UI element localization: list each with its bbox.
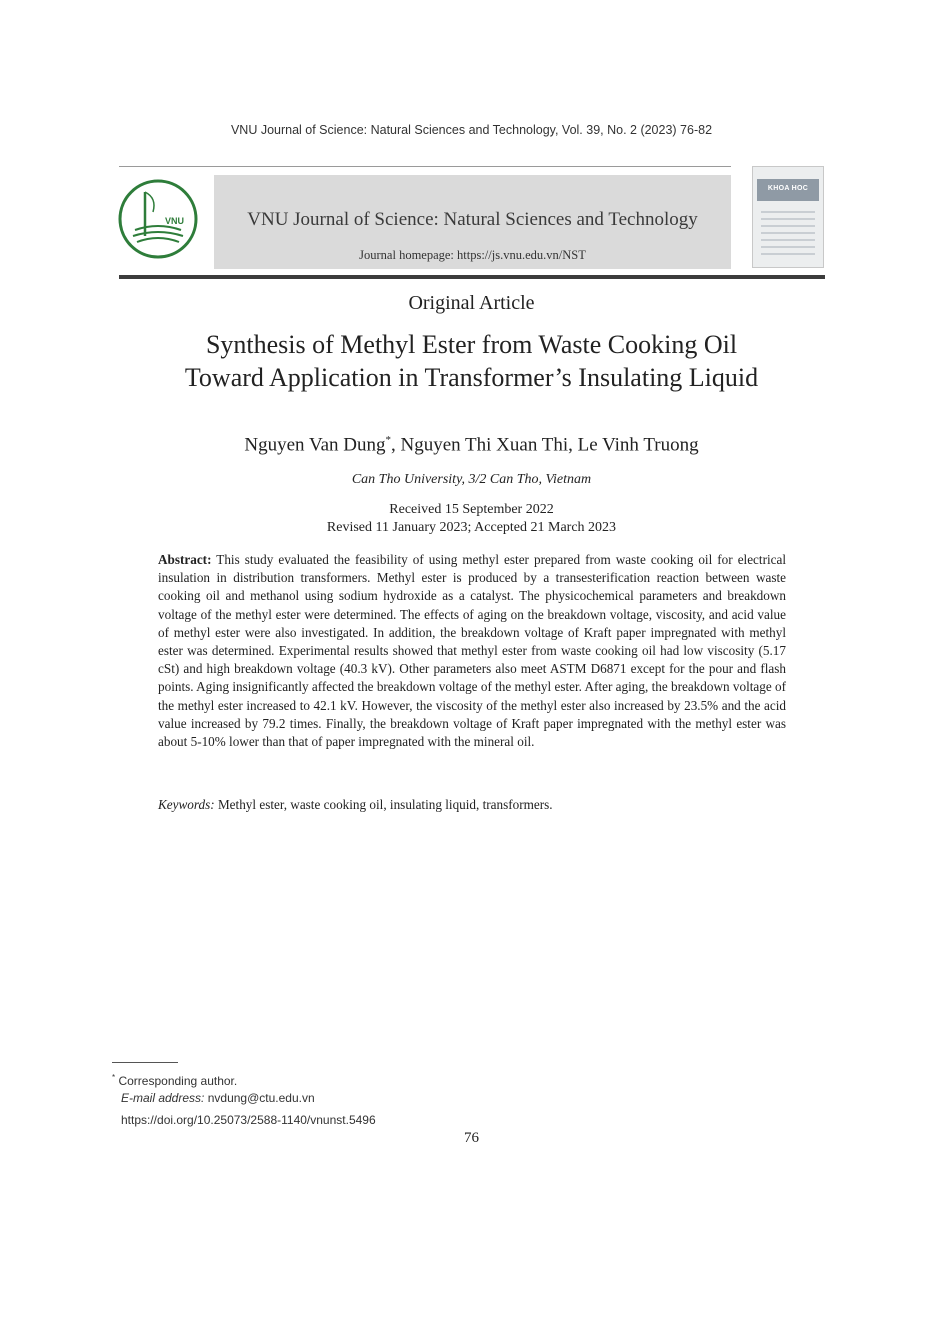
footnote — [112, 1069, 315, 1107]
cover-lines — [761, 211, 815, 260]
authors — [0, 434, 943, 456]
banner-homepage: Journal homepage: https://js.vnu.edu.vn/NST — [359, 248, 586, 262]
vnu-logo — [117, 178, 199, 260]
journal-cover-thumbnail — [752, 166, 824, 268]
cover-text: KHOA HOC — [767, 185, 809, 192]
abstract — [158, 551, 786, 751]
affiliation: Can Tho University, 3/2 Can Tho, Vietnam — [351, 472, 592, 487]
title-line-2: Toward Application in Transformer’s Insulating Liquid — [184, 363, 759, 392]
banner-title: VNU Journal of Science: Natural Sciences and Technology — [247, 209, 698, 230]
page-number: 76 — [464, 1130, 479, 1146]
received-date: Received 15 September 2022 — [389, 502, 554, 517]
footnote-rule — [112, 1062, 178, 1063]
logo-text: VNU — [165, 216, 185, 226]
header-top-rule — [119, 166, 731, 167]
email-label: E-mail address: — [121, 1091, 205, 1105]
revised-accepted-date: Revised 11 January 2023; Accepted 21 March 2023 — [326, 520, 617, 535]
keywords-label: Keywords: — [158, 797, 215, 812]
footnote-corresponding: Corresponding author. — [118, 1074, 238, 1088]
abstract-text: This study evaluated the feasibility of using methyl ester prepared from waste cooking oil for electrical insulation in distribution transformers. Methyl ester is produced by a transesterification reaction between waste cooking oil and methanol using sodium hydroxide as a catalyst. The physicochemical parameters and breakdown voltage of the methyl ester were determined. The effects of aging on the breakdown voltage, viscosity, and acid value of methyl ester were also investigated. In addition, the breakdown voltage of Kraft paper impregnated with methyl ester was determined. Experimental results showed that methyl ester from waste cooking oil had low viscosity (5.17 cSt) and high breakdown voltage (40.3 kV). Other parameters also meet ASTM D6871 except for the pour and flash points. Aging insignificantly affected the breakdown voltage of the methyl ester. After aging, the breakdown voltage of the methyl ester increased to 42.1 kV. However, the viscosity of the methyl ester also increased by 23.5% and the acid value increased by 79.2 times. Finally, the breakdown voltage of Kraft paper impregnated with the methyl ester was about 5-10% lower than that of paper impregnated with the mineral oil. — [158, 552, 787, 750]
title-line-1: Synthesis of Methyl Ester from Waste Cooking Oil — [205, 330, 738, 359]
vnu-logo-icon — [117, 178, 199, 260]
header-bottom-rule — [119, 275, 825, 279]
authors-rest: , Nguyen Thi Xuan Thi, Le Vinh Truong — [390, 434, 699, 456]
keywords — [158, 797, 786, 813]
doi-link[interactable]: https://doi.org/10.25073/2588-1140/vnunst.5496 — [121, 1113, 376, 1127]
article-type: Original Article — [408, 292, 535, 314]
abstract-label: Abstract: — [158, 552, 212, 567]
article-dates — [0, 501, 943, 537]
footnote-mark: * — [112, 1073, 116, 1082]
keywords-text: Methyl ester, waste cooking oil, insulating liquid, transformers. — [217, 797, 553, 812]
email-link[interactable]: nvdung@ctu.edu.vn — [207, 1091, 315, 1105]
author-corresponding: Nguyen Van Dung — [244, 434, 386, 456]
journal-banner — [214, 175, 731, 269]
corresponding-mark: * — [385, 434, 391, 446]
article-title — [60, 328, 883, 394]
running-head: VNU Journal of Science: Natural Sciences and Technology, Vol. 39, No. 2 (2023) 76-82 — [230, 123, 713, 137]
